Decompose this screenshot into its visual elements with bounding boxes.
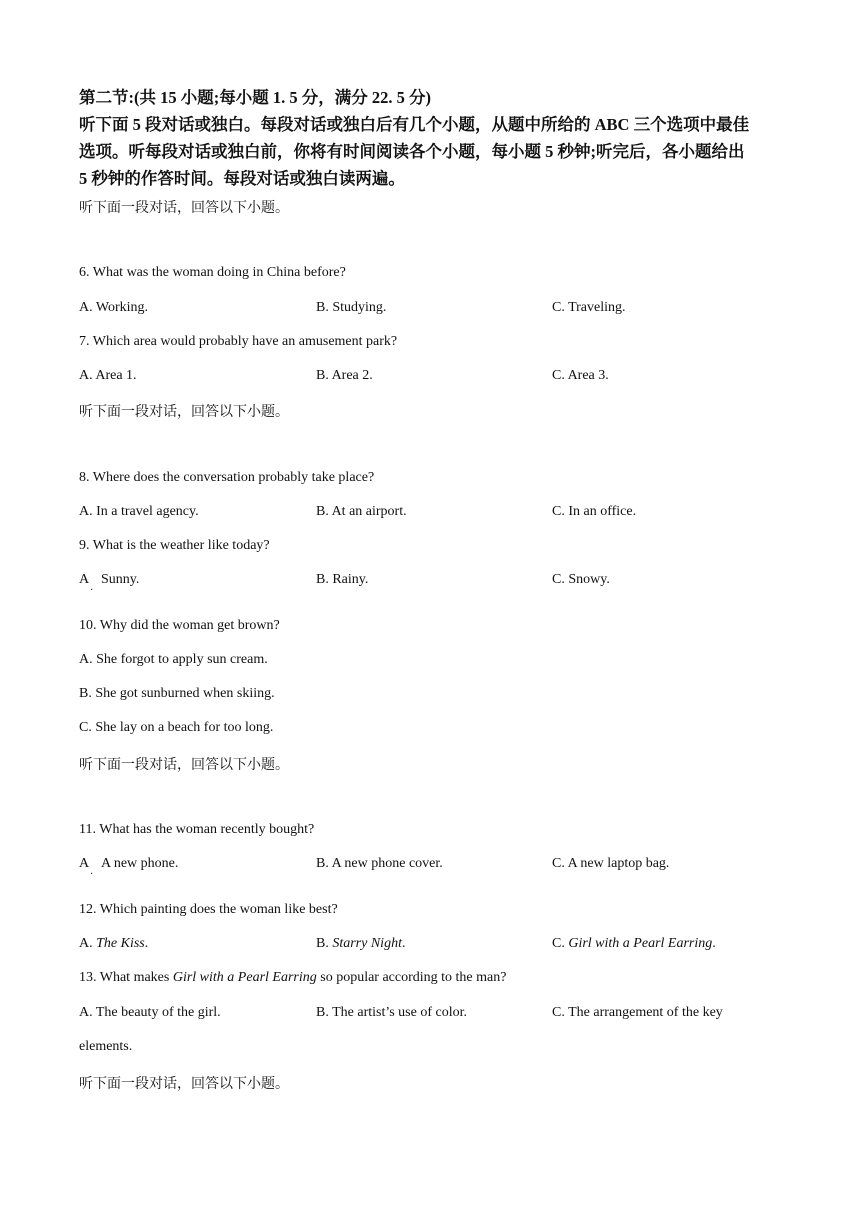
q9-option-c: C. Snowy. bbox=[552, 572, 610, 587]
listen-prompt: 听下面一段对话，回答以下小题。 bbox=[79, 405, 289, 420]
question-12: 12. Which painting does the woman like best? bbox=[79, 902, 338, 917]
q7-option-c: C. Area 3. bbox=[552, 368, 609, 383]
listen-prompt: 听下面一段对话，回答以下小题。 bbox=[79, 1077, 289, 1092]
q11-option-c: C. A new laptop bag. bbox=[552, 856, 670, 871]
q11-option-a: A new phone. bbox=[101, 856, 179, 871]
dot-mark: · bbox=[90, 869, 94, 880]
q10-option-c: C. She lay on a beach for too long. bbox=[79, 720, 274, 735]
listen-prompt: 听下面一段对话，回答以下小题。 bbox=[79, 758, 289, 773]
q9-option-a-letter: A bbox=[79, 572, 90, 587]
q13-option-c: C. The arrangement of the key bbox=[552, 1005, 723, 1020]
q12-option-a: A. The Kiss. bbox=[79, 936, 149, 951]
q8-option-c: C. In an office. bbox=[552, 504, 637, 519]
question-7: 7. Which area would probably have an amusement park? bbox=[79, 334, 398, 349]
q13-option-b: B. The artist’s use of color. bbox=[316, 1005, 467, 1020]
q7-option-a: A. Area 1. bbox=[79, 368, 137, 383]
question-9: 9. What is the weather like today? bbox=[79, 538, 270, 553]
q11-option-b: B. A new phone cover. bbox=[316, 856, 443, 871]
question-10: 10. Why did the woman get brown? bbox=[79, 618, 280, 633]
painting-title: Girl with a Pearl Earring bbox=[172, 970, 317, 985]
listen-prompt: 听下面一段对话，回答以下小题。 bbox=[79, 201, 289, 216]
instructions-line-3: 5 秒钟的作答时间。每段对话或独白读两遍。 bbox=[79, 169, 405, 188]
q6-option-b: B. Studying. bbox=[316, 300, 387, 315]
question-11: 11. What has the woman recently bought? bbox=[79, 822, 315, 837]
q12-option-c: C. Girl with a Pearl Earring. bbox=[552, 936, 716, 951]
instructions-line-2: 选项。听每段对话或独白前，你将有时间阅读各个小题，每小题 5 秒钟;听完后，各小题给出 bbox=[79, 142, 745, 161]
dot-mark: · bbox=[90, 585, 94, 596]
q13-option-c-continued: elements. bbox=[79, 1039, 133, 1054]
q13-option-a: A. The beauty of the girl. bbox=[79, 1005, 221, 1020]
section-title: 第二节:(共 15 小题;每小题 1. 5 分，满分 22. 5 分) bbox=[79, 88, 431, 107]
q8-option-b: B. At an airport. bbox=[316, 504, 407, 519]
q9-option-a: Sunny. bbox=[101, 572, 140, 587]
question-8: 8. Where does the conversation probably take place? bbox=[79, 470, 375, 485]
q6-option-c: C. Traveling. bbox=[552, 300, 626, 315]
q12-option-b: B. Starry Night. bbox=[316, 936, 406, 951]
question-6: 6. What was the woman doing in China before? bbox=[79, 265, 346, 280]
painting-title: Girl with a Pearl Earring bbox=[568, 936, 713, 951]
q8-option-a: A. In a travel agency. bbox=[79, 504, 199, 519]
q9-option-b: B. Rainy. bbox=[316, 572, 369, 587]
question-13: 13. What makes Girl with a Pearl Earring so popular according to the man? bbox=[79, 970, 507, 985]
q10-option-a: A. She forgot to apply sun cream. bbox=[79, 652, 268, 667]
painting-title: The Kiss bbox=[96, 936, 145, 951]
instructions-line-1: 听下面 5 段对话或独白。每段对话或独白后有几个小题，从题中所给的 ABC 三个选项中最佳 bbox=[79, 115, 750, 134]
painting-title: Starry Night bbox=[332, 936, 402, 951]
q7-option-b: B. Area 2. bbox=[316, 368, 373, 383]
q10-option-b: B. She got sunburned when skiing. bbox=[79, 686, 275, 701]
q11-option-a-letter: A bbox=[79, 856, 90, 871]
q6-option-a: A. Working. bbox=[79, 300, 149, 315]
